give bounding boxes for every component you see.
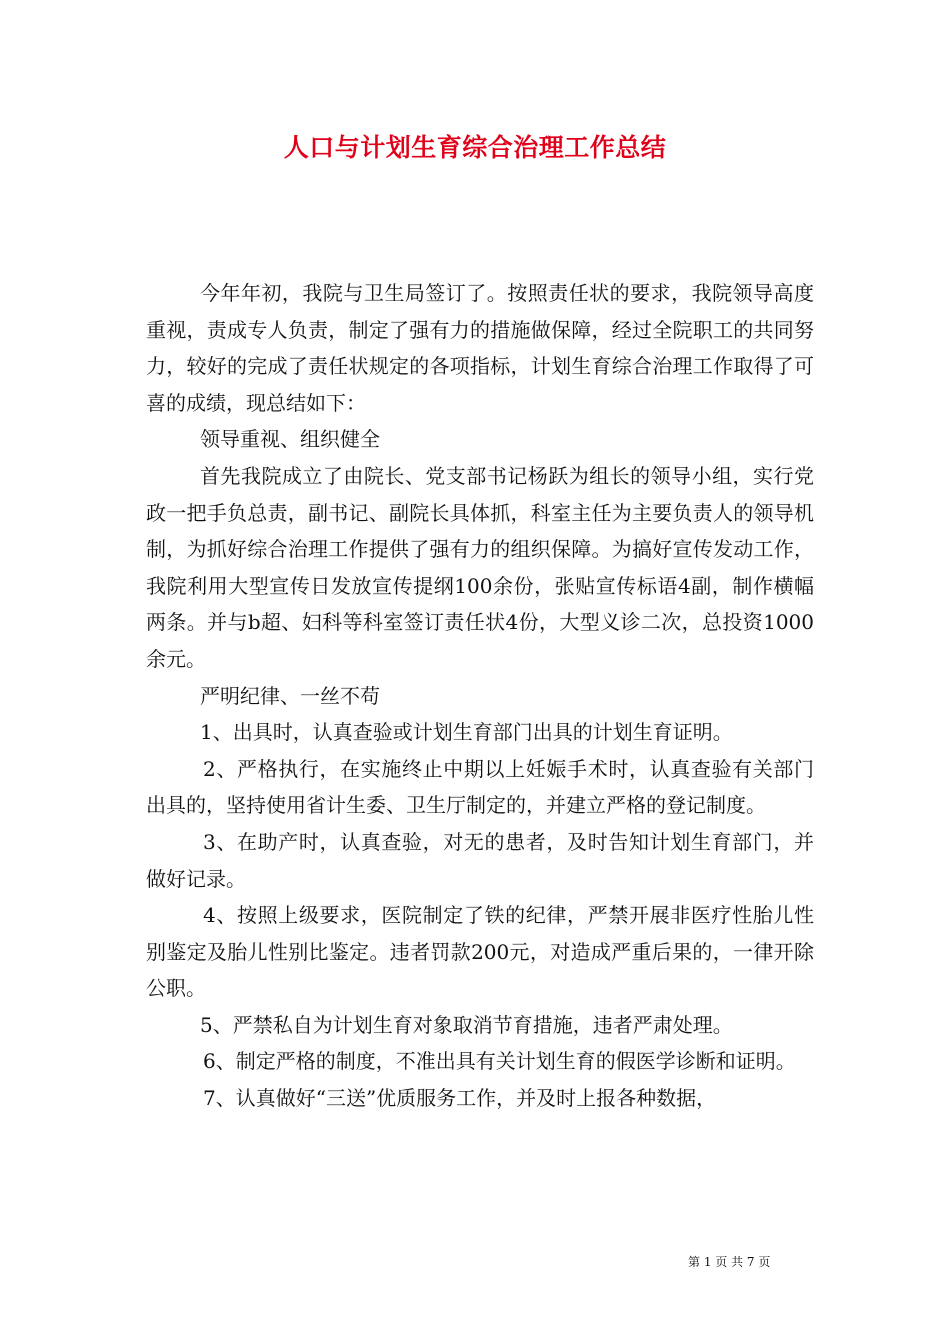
section-heading-discipline: 严明纪律、一丝不苟 [200,683,380,708]
discipline-item-3: 3、在助产时，认真查验，对无的患者，及时告知计划生育部门，并做好记录。 [146,829,814,891]
discipline-item-5: 5、严禁私自为计划生育对象取消节育措施，违者严肃处理。 [200,1012,733,1037]
discipline-item-6: 6、制定严格的制度，不准出具有关计划生育的假医学诊断和证明。 [203,1049,796,1074]
page-number: 第 1 页 共 7 页 [688,1255,771,1269]
intro-paragraph: 今年年初，我院与卫生局签订了。按照责任状的要求，我院领导高度重视，责成专人负责，制定了强有力的措施做保障，经过全院职工的共同努力，较好的完成了责任状规定的各项指标，计划生育综合治理工作取得了可喜的成绩，现总结如下： [146,281,814,415]
discipline-item-2: 2、严格执行，在实施终止中期以上妊娠手术时，认真查验有关部门出具的，坚持使用省计生委、卫生厅制定的，并建立严格的登记制度。 [146,756,814,818]
section-heading-leadership: 领导重视、组织健全 [200,427,380,452]
discipline-item-7: 7、认真做好“三送”优质服务工作，并及时上报各种数据， [203,1086,717,1111]
document-title: 人口与计划生育综合治理工作总结 [283,133,667,162]
discipline-item-4: 4、按照上级要求，医院制定了铁的纪律，严禁开展非医疗性胎儿性别鉴定及胎儿性别比鉴定。违者罚款200元，对造成严重后果的，一律开除公职。 [146,903,814,1001]
discipline-item-1: 1、出具时，认真查验或计划生育部门出具的计划生育证明。 [200,720,733,745]
document-body [146,275,814,1117]
leadership-paragraph: 首先我院成立了由院长、党支部书记杨跃为组长的领导小组，实行党政一把手负总责，副书记、副院长具体抓，科室主任为主要负责人的领导机制，为抓好综合治理工作提供了强有力的组织保障。为搞好宣传发动工作，我院利用大型宣传日发放宣传提纲100余份，张贴宣传标语4副，制作横幅两条。并与b超、妇科等科室签订责任状4份，大型义诊二次，总投资1000余元。 [146,463,814,671]
